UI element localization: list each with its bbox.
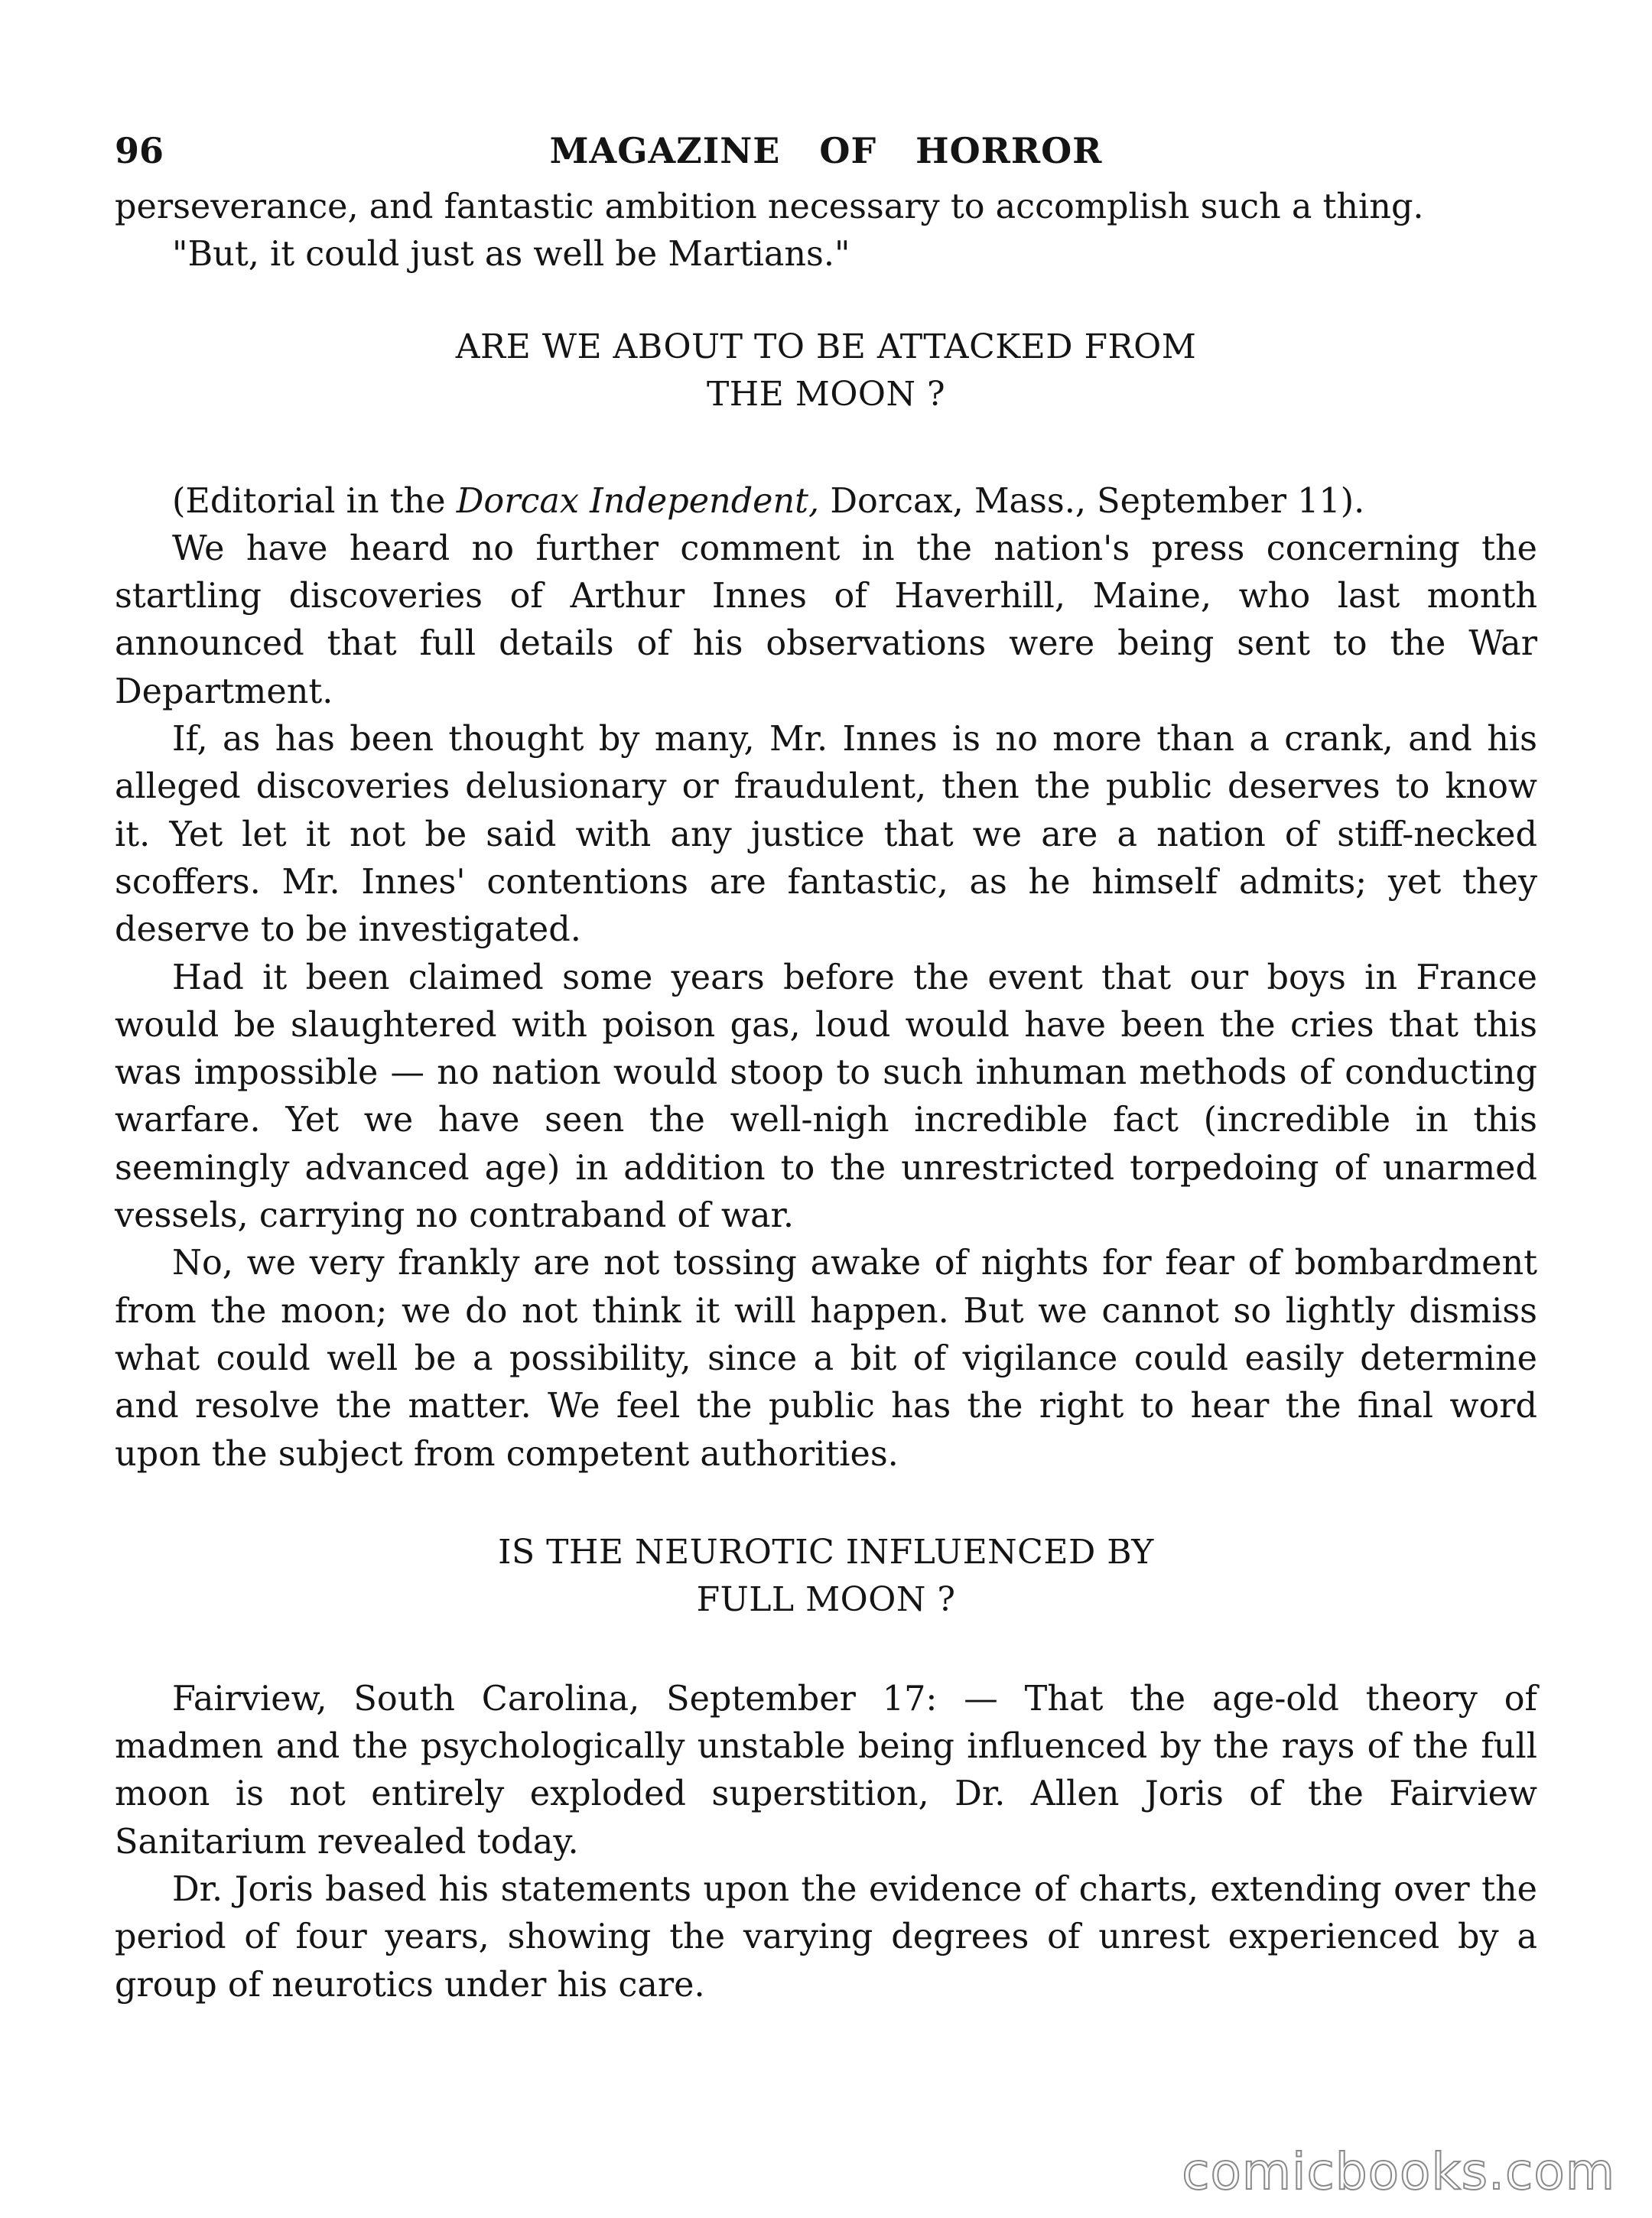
paragraph-fairview-2: Dr. Joris based his statements upon the evidence of charts, extending over the period of four years, showing the varying degrees of unrest experienced by a group of neurotics under his care. — [115, 1870, 1537, 2005]
section-heading-neurotic-line2: FULL MOON ? — [696, 1579, 956, 1619]
paragraph-editorial-1: We have heard no further comment in the nation's press concerning the startling discoveries of Arthur Innes of Haverhill, Maine, who last month announced that full details of his observations were being sent to the War Department. — [115, 528, 1537, 711]
book-page — [115, 115, 1537, 2009]
section-heading-neurotic-line1: IS THE NEUROTIC INFLUENCED BY — [498, 1532, 1154, 1572]
section-heading-moon-attack-line2: THE MOON ? — [706, 374, 946, 414]
paragraph-editorial-3: Had it been claimed some years before the event that our boys in France would be slaughtered with poison gas, loud would have been the cries that this was impossible — no nation would stoop to such inhuman methods of conducting warfare. Yet we have seen the well-nigh incredible fact (incredible in this seemingly advanced age) in addition to the unrestricted torpedoing of unarmed vessels, carrying no contraband of war. — [115, 958, 1537, 1236]
watermark-logo: comicbooks.com — [1182, 2142, 1615, 2201]
paragraph-martians: "But, it could just as well be Martians." — [172, 235, 850, 275]
paragraph-editorial-2: If, as has been thought by many, Mr. Innes is no more than a crank, and his alleged discoveries delusionary or fraudulent, then the public deserves to know it. Yet let it not be said with any justice that we are a nation of stiff-necked scoffers. Mr. Innes' contentions are fantastic, as he himself admits; yet they deserve to be investigated. — [115, 720, 1537, 950]
editorial-attribution-suffix: Dorcax, Mass., September 11). — [819, 481, 1365, 521]
page-number: 96 — [115, 130, 164, 171]
paragraph-editorial-4: No, we very frankly are not tossing awake of nights for fear of bombardment from the moon; we do not think it will happen. But we cannot so lightly dismiss what could well be a possibility, since a bit of vigilance could easily determine and resolve the matter. We feel the public has the right to hear the final word upon the subject from competent authorities. — [115, 1244, 1537, 1474]
newspaper-name: Dorcax Independent, — [456, 481, 820, 521]
paragraph-fairview-1: Fairview, South Carolina, September 17: — That the age-old theory of madmen and the psychologically unstable being influenced by the rays of the full moon is not entirely exploded superstition, Dr. Allen Joris of the Fairview Sanitarium revealed today. — [115, 1679, 1537, 1862]
running-head — [115, 115, 1537, 184]
magazine-title: MAGAZINE OF HORROR — [549, 130, 1103, 171]
editorial-attribution — [115, 478, 1537, 525]
section-heading-moon-attack-line1: ARE WE ABOUT TO BE ATTACKED FROM — [455, 327, 1197, 366]
paragraph-continued: perseverance, and fantastic ambition necessary to accomplish such a thing. — [115, 187, 1424, 226]
editorial-attribution-prefix: (Editorial in the — [172, 481, 457, 521]
